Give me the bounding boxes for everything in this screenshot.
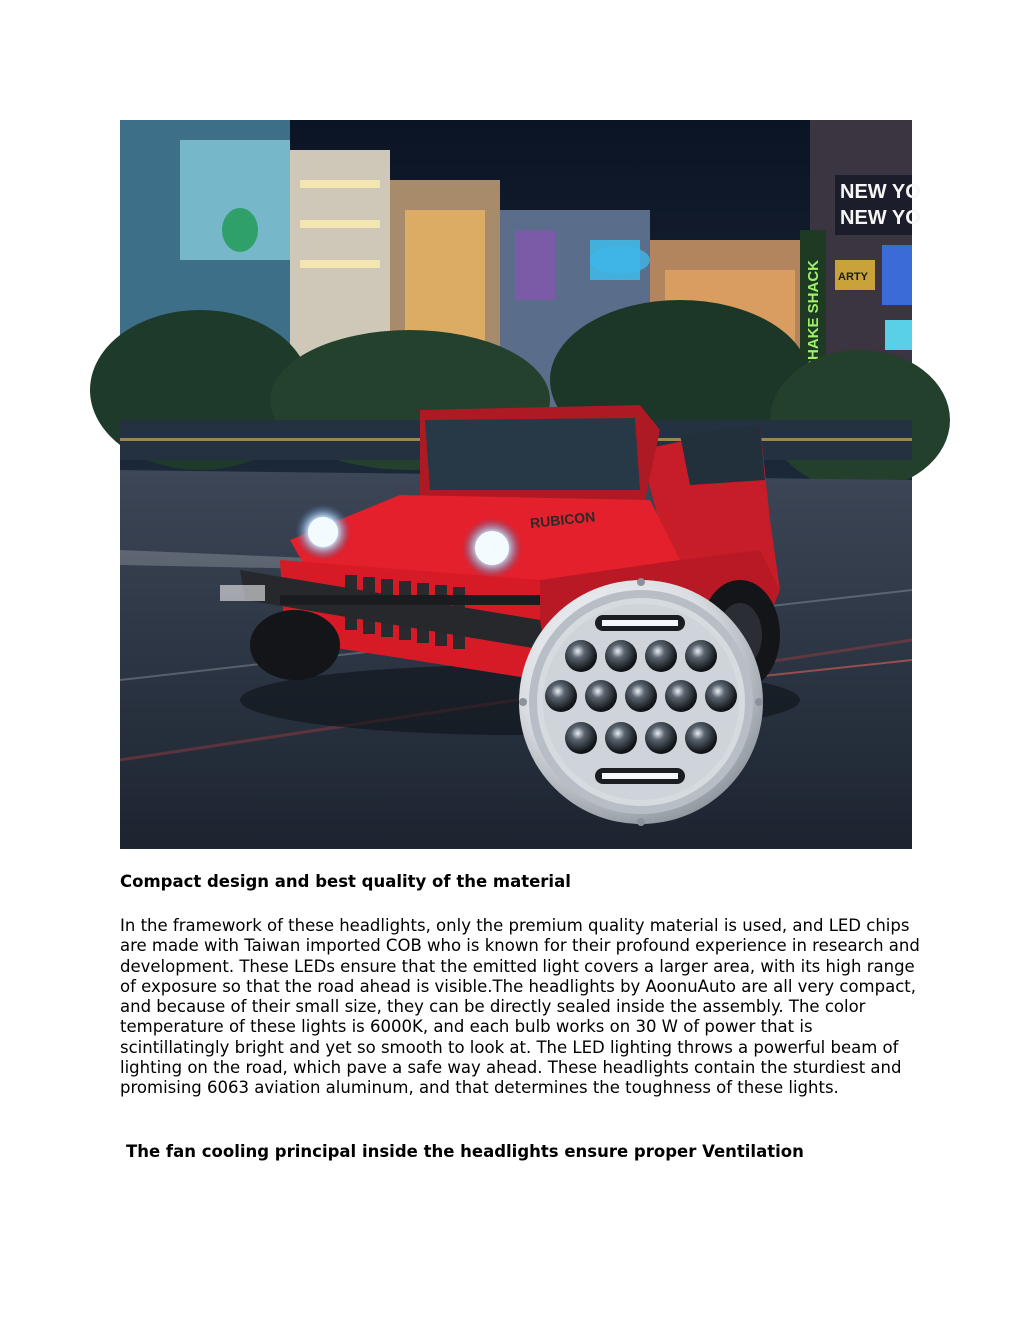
party-sign: ARTY <box>838 271 868 283</box>
product-photo <box>120 120 921 849</box>
jeep-night-scene <box>120 120 921 849</box>
paragraph-material: In the framework of these headlights, only the premium quality material is used, and LED chips are made with Taiwan imported COB who is known for their profound experience in research and development. These LEDs ensure that the emitted light covers a larger area, with its high range of exposure so that the road ahead is visible.The headlights by AoonuAuto are all very compact, and because of their small size, they can be directly sealed inside the assembly. The color temperature of these lights is 6000K, and each bulb works on 30 W of power that is scintillatingly bright and yet so smooth to look at. The LED lighting throws a powerful beam of lighting on the road, which pave a safe way ahead. These headlights contain the sturdiest and promising 6063 aviation aluminum, and that determines the toughness of these lights. <box>120 916 920 1098</box>
shake-shack-sign: SHAKE SHACK <box>805 259 822 370</box>
rubicon-decal: RUBICON <box>529 508 596 532</box>
new-york-sign: NEW YO <box>840 181 921 203</box>
new-york-sign-2: NEW YO <box>840 207 921 229</box>
section-heading-material: Compact design and best quality of the material <box>120 872 571 891</box>
led-headlight-inset <box>519 578 763 826</box>
section-heading-ventilation: The fan cooling principal inside the headlights ensure proper Ventilation <box>126 1142 804 1161</box>
